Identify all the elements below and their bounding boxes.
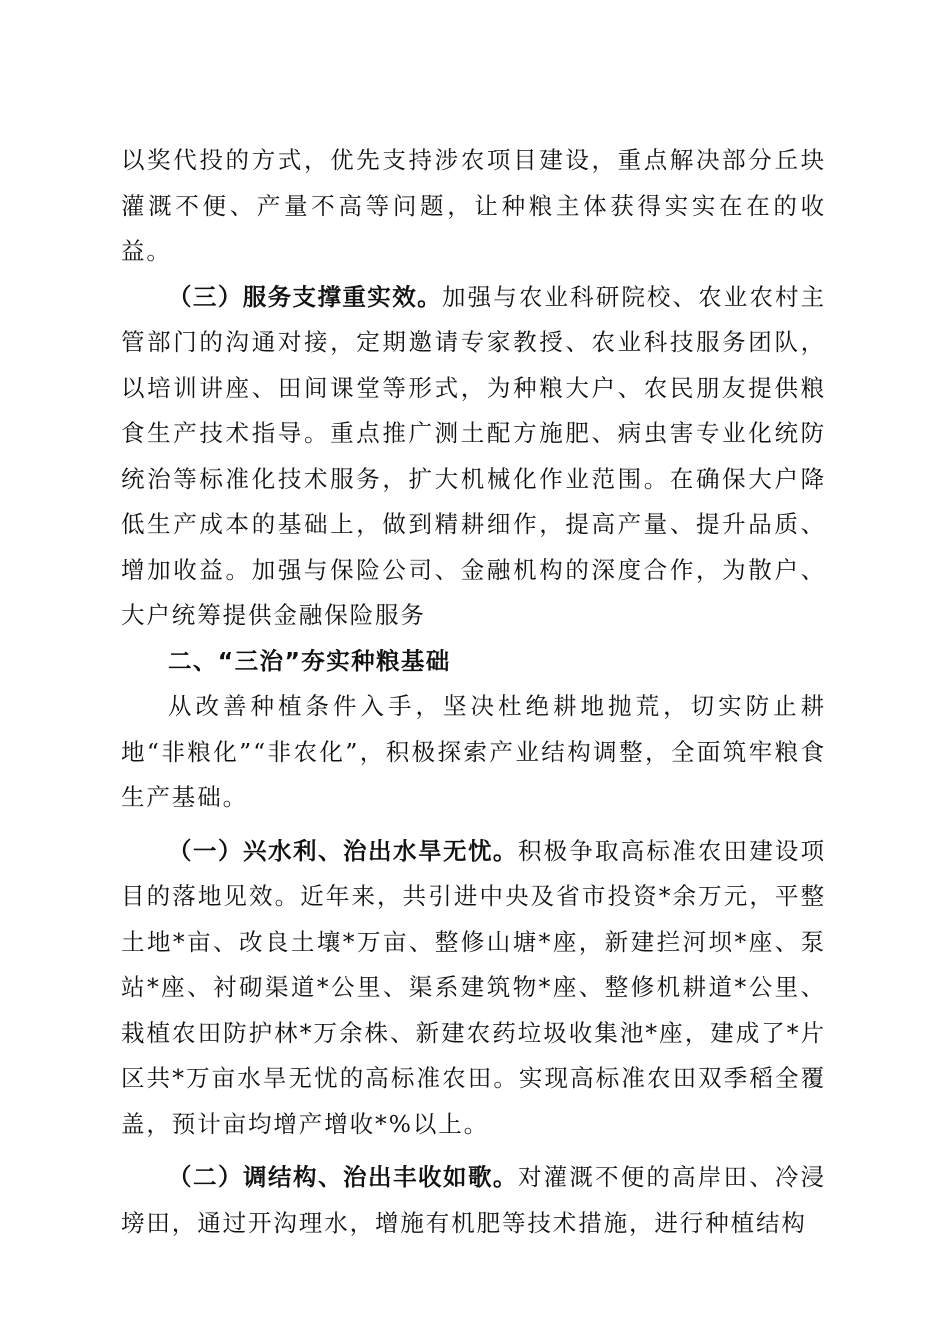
paragraph-text: 积极争取高标准农田建设项目的落地见效。近年来，共引进中央及省市投资*余万元，平整土地*亩、改良土壤*万亩、整修山塘*座，新建拦河坝*座、泵站*座、衬砌渠道*公里、渠系建筑物*座、整修机耕道*公里、栽植农田防护林*万余株、新建农药垃圾收集池*座，建成了*片区共*万亩水旱无忧的高标准农田。实现高标准农田双季稻全覆盖，预计亩均增产增收*%以上。 <box>121 836 826 1138</box>
paragraph-service-support <box>121 275 826 639</box>
paragraph-continuation <box>121 138 826 275</box>
paragraph-section-intro <box>121 684 826 821</box>
paragraph-adjust-structure <box>121 1155 826 1246</box>
paragraph-lead: （三）服务支撑重实效。 <box>168 282 443 311</box>
paragraph-text: 对灌溉不便的高岸田、冷浸塝田，通过开沟理水，增施有机肥等技术措施，进行种植结构 <box>121 1163 826 1237</box>
document-body <box>121 138 826 1246</box>
paragraph-lead: （二）调结构、治出丰收如歌。 <box>168 1163 518 1191</box>
paragraph-text: 以奖代投的方式，优先支持涉农项目建设，重点解决部分丘块灌溉不便、产量不高等问题，让种粮主体获得实实在在的收益。 <box>121 146 826 265</box>
paragraph-water-conservancy <box>121 829 826 1148</box>
paragraph-text: 加强与农业科研院校、农业农村主管部门的沟通对接，定期邀请专家教授、农业科技服务团队，以培训讲座、田间课堂等形式，为种粮大户、农民朋友提供粮食生产技术指导。重点推广测土配方施肥、病虫害专业化统防统治等标准化技术服务，扩大机械化作业范围。在确保大户降低生产成本的基础上，做到精耕细作，提高产量、提升品质、增加收益。加强与保险公司、金融机构的深度合作，为散户、大户统筹提供金融保险服务 <box>121 282 826 629</box>
section-heading: 二、“三治”夯实种粮基础 <box>168 646 451 675</box>
paragraph-lead: （一）兴水利、治出水旱无忧。 <box>168 836 518 865</box>
paragraph-text: 从改善种植条件入手，坚决杜绝耕地抛荒，切实防止耕地“非粮化”“非农化”，积极探索产业结构调整，全面筑牢粮食生产基础。 <box>121 692 826 811</box>
